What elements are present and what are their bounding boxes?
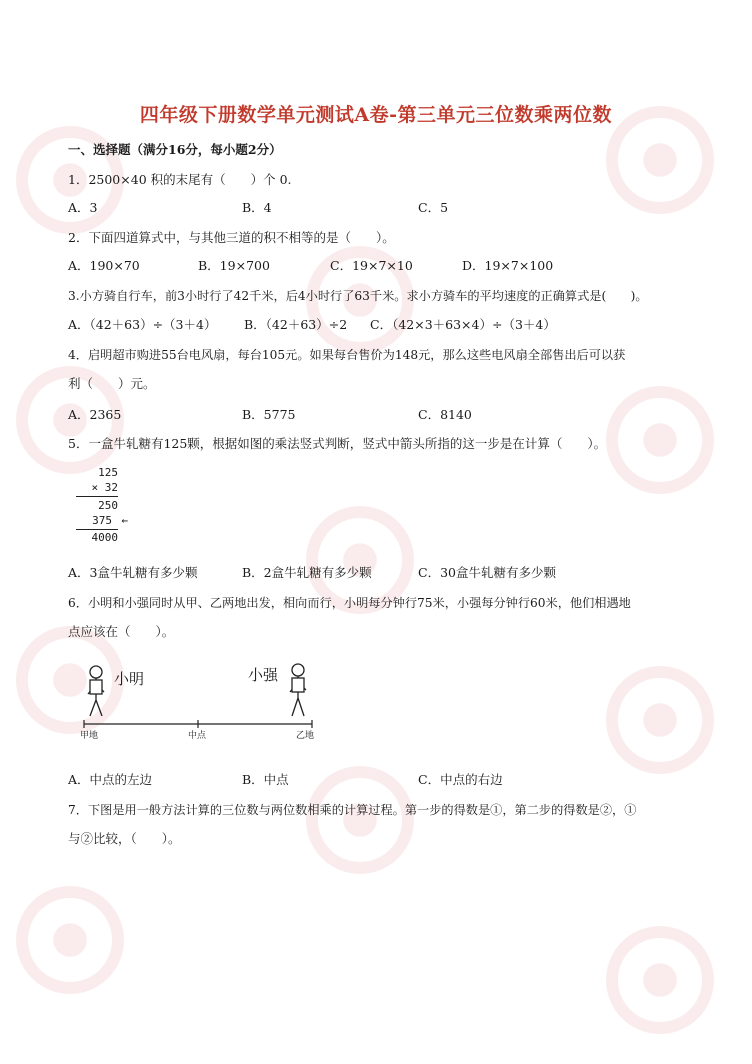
question-2-option-a[interactable]: A．190×70	[68, 258, 140, 273]
question-6-option-b[interactable]: B．中点	[242, 772, 289, 787]
question-2-stem: 2．下面四道算式中，与其他三道的积不相等的是（ ）。	[68, 230, 395, 245]
vc-multiplicand: 125	[98, 466, 118, 479]
question-3-option-a[interactable]: A．（42＋63）÷（3＋4）	[68, 317, 217, 332]
vc-multiplier: × 32	[91, 481, 118, 494]
person-right-icon	[290, 664, 306, 716]
question-2-option-b[interactable]: B．19×700	[198, 258, 270, 273]
label-xiaoming: 小明	[114, 670, 145, 688]
vc-rule-1	[76, 496, 118, 497]
vc-partial-1: 250	[98, 499, 118, 512]
question-1-option-c[interactable]: C．5	[418, 200, 449, 215]
question-1-stem: 1．2500×40 积的末尾有（ ）个 0.	[68, 172, 292, 187]
vc-rule-2	[76, 529, 118, 530]
question-2-option-c[interactable]: C．19×7×10	[330, 258, 413, 273]
page-title: 四年级下册数学单元测试A卷-第三单元三位数乘两位数	[139, 104, 613, 126]
question-7-stem-line-1: 7．下图是用一般方法计算的三位数与两位数相乘的计算过程。第一步的得数是①，第二步的得数是②，①	[68, 803, 637, 817]
person-left-icon	[88, 666, 104, 716]
arrow-left-icon: ←	[121, 514, 128, 527]
label-xiaoqiang: 小强	[248, 666, 279, 684]
question-5-option-a[interactable]: A．3盒牛轧糖有多少颗	[68, 565, 198, 580]
question-6-option-a[interactable]: A．中点的左边	[68, 772, 153, 787]
question-1-option-a[interactable]: A．3	[68, 200, 98, 215]
question-7-stem-line-2: 与②比较，（ ）。	[68, 831, 181, 846]
label-midpoint: 中点	[188, 731, 207, 741]
vertical-multiplication	[72, 466, 132, 546]
question-2-option-d[interactable]: D．19×7×100	[462, 258, 554, 273]
question-4-option-b[interactable]: B．5775	[242, 407, 296, 422]
question-3-option-c[interactable]: C．（42×3＋63×4）÷（3＋4）	[370, 317, 556, 332]
meeting-diagram	[80, 660, 320, 744]
question-1-option-b[interactable]: B．4	[242, 200, 272, 215]
question-3-option-b[interactable]: B．（42＋63）÷2	[244, 317, 348, 332]
question-4-option-c[interactable]: C．8140	[418, 407, 472, 422]
question-3-stem: 3.小方骑自行车，前3小时行了42千米，后4小时行了63千米。求小方骑车的平均速度的正确算式是( )。	[68, 289, 648, 303]
label-yi-di: 乙地	[296, 731, 315, 741]
label-jia-di: 甲地	[80, 731, 99, 741]
question-4-stem-line-2: 利（ ）元。	[68, 376, 156, 391]
question-6-stem-line-1: 6．小明和小强同时从甲、乙两地出发，相向而行，小明每分钟行75米，小强每分钟行60米，他们相遇地	[68, 596, 631, 610]
question-5-option-b[interactable]: B．2盒牛轧糖有多少颗	[242, 565, 372, 580]
question-6-stem-line-2: 点应该在（ ）。	[68, 624, 175, 639]
vc-product: 4000	[91, 531, 118, 544]
question-5-option-c[interactable]: C．30盒牛轧糖有多少颗	[418, 565, 556, 580]
question-4-stem-line-1: 4．启明超市购进55台电风扇，每台105元。如果每台售价为148元，那么这些电风扇全部售出后可以获	[68, 348, 626, 362]
section-heading: 一、选择题（满分16分，每小题2分）	[68, 142, 282, 157]
vc-partial-2: 375	[92, 514, 112, 527]
question-4-option-a[interactable]: A．2365	[68, 407, 122, 422]
question-6-option-c[interactable]: C．中点的右边	[418, 772, 503, 787]
question-5-stem: 5．一盒牛轧糖有125颗，根据如图的乘法竖式判断，竖式中箭头所指的这一步是在计算（ ）。	[68, 436, 607, 451]
